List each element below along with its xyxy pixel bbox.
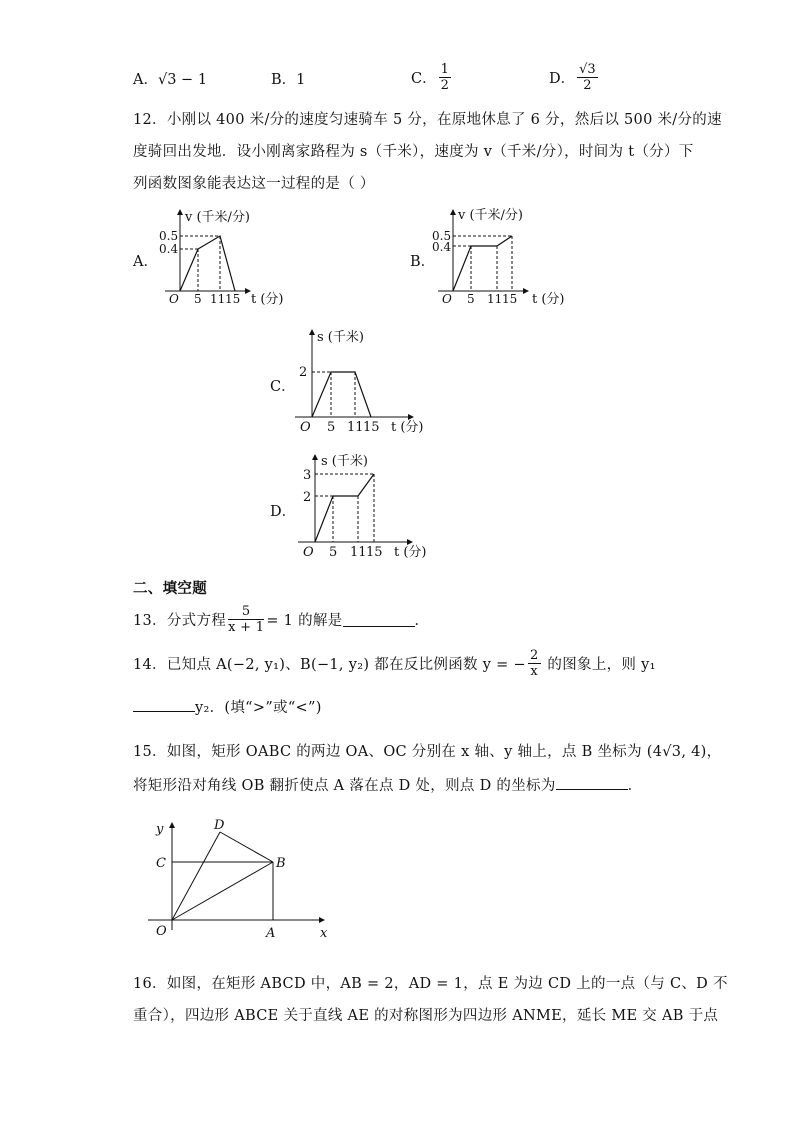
x-tick: 5 [194, 292, 202, 305]
segment-od [172, 832, 220, 920]
denominator: x + 1 [228, 620, 265, 635]
graph-c-label: C． [270, 379, 296, 395]
option-label: C． [411, 71, 437, 87]
x-label: t (分) [251, 292, 284, 305]
q11-option-b [271, 68, 305, 89]
q14-line-1 [133, 648, 656, 679]
q15-line-1: 15．如图，矩形 OABC 的两边 OA、OC 分别在 x 轴、y 轴上，点 B 坐标为 (4√3, 4)， [133, 744, 722, 760]
graph-b [428, 205, 573, 305]
fig15-y-label: y [156, 822, 164, 837]
x-label: t (分) [391, 420, 424, 435]
q14-prefix: 14．已知点 A(−2, y₁)、B(−1, y₂) 都在反比例函数 y = − [133, 657, 526, 673]
denominator: x [530, 664, 539, 679]
x-tick: 5 [327, 420, 336, 435]
fraction [528, 648, 541, 679]
q13-end: ． [414, 613, 430, 629]
numerator: 2 [529, 648, 539, 663]
x-tick: 5 [329, 545, 338, 560]
x-label: t (分) [532, 292, 565, 305]
y-tick: 0.4 [432, 240, 452, 254]
graph-line [312, 372, 371, 417]
graph-line [453, 236, 512, 291]
x-label: t (分) [394, 545, 427, 560]
q14-line-2-text: y₂．(填“>”或“<”) [195, 700, 322, 716]
y-label: v (千米/分) [185, 210, 251, 225]
denominator: 2 [583, 78, 592, 93]
option-label: A． [133, 72, 158, 88]
graph-line [315, 474, 374, 542]
fraction [577, 62, 598, 93]
fig15-point-a: A [266, 926, 276, 941]
x-tick: 11 [347, 420, 364, 435]
y-tick: 3 [303, 468, 312, 483]
fig15-point-c: C [156, 856, 166, 871]
fig15-diagram [140, 815, 340, 945]
origin-label: O [442, 292, 452, 305]
y-tick: 0.5 [159, 229, 179, 243]
numerator: √3 [579, 62, 596, 77]
fig15-point-b: B [276, 856, 286, 871]
option-label: D． [549, 71, 576, 87]
x-tick: 15 [502, 292, 518, 305]
x-tick: 11 [210, 292, 226, 305]
section-title: 二、填空题 [133, 581, 207, 597]
q13-suffix: = 1 的解是 [266, 613, 343, 629]
origin-label: O [303, 545, 314, 560]
option-label: B． [271, 72, 297, 88]
segment-ob [172, 862, 273, 920]
y-tick: 2 [303, 490, 312, 505]
answer-blank[interactable] [133, 697, 195, 712]
q16-line-2: 重合），四边形 ABCE 关于直线 AE 的对称图形为四边形 ANME，延长 ME 交 AB 于点 [133, 1008, 719, 1024]
fig15-point-o: O [156, 924, 167, 939]
q12-line-3: 列函数图象能表达这一过程的是（ ） [133, 176, 375, 192]
q16-line-1: 16．如图，在矩形 ABCD 中，AB = 2，AD = 1，点 E 为边 CD 上的一点（与 C、D 不 [133, 976, 728, 992]
graph-b-label: B． [410, 254, 436, 270]
q15-end: ． [627, 778, 643, 794]
fraction [439, 62, 451, 93]
segment-db [220, 832, 273, 862]
graph-d [290, 450, 440, 562]
x-tick: 15 [366, 545, 383, 560]
fig15-point-d: D [214, 818, 225, 833]
y-tick: 0.4 [159, 242, 179, 256]
y-label: v (千米/分) [458, 208, 524, 223]
q13-prefix: 13．分式方程 [133, 613, 227, 629]
x-tick: 11 [487, 292, 503, 305]
graph-c [285, 325, 435, 437]
graph-d-label: D． [270, 504, 297, 520]
x-tick: 5 [467, 292, 475, 305]
q12-line-2: 度骑回出发地．设小刚离家路程为 s（千米），速度为 v（千米/分），时间为 t（分）下 [133, 144, 694, 160]
option-value: 1 [296, 72, 306, 88]
q14-line-2 [133, 696, 322, 717]
graph-line [180, 236, 235, 291]
y-tick: 0.5 [432, 229, 452, 243]
q15-line-2 [133, 774, 642, 795]
x-tick: 11 [350, 545, 367, 560]
q13 [133, 604, 429, 635]
q15-line-2-text: 将矩形沿对角线 OB 翻折使点 A 落在点 D 处，则点 D 的坐标为 [133, 778, 556, 794]
fraction [228, 604, 264, 635]
x-tick: 15 [363, 420, 380, 435]
q11-option-d [549, 62, 600, 93]
y-label: s (千米) [317, 330, 364, 345]
answer-blank[interactable] [343, 612, 415, 627]
graph-a-label: A． [133, 254, 158, 270]
graph-a [155, 205, 295, 305]
fig15-x-label: x [320, 926, 328, 941]
y-label: s (千米) [321, 454, 368, 469]
origin-label: O [300, 420, 311, 435]
y-tick: 2 [299, 365, 308, 380]
origin-label: O [169, 292, 179, 305]
denominator: 2 [440, 78, 449, 93]
q14-suffix: 的图象上，则 y₁ [542, 657, 656, 673]
q12-line-1: 12．小刚以 400 米/分的速度匀速骑车 5 分，在原地休息了 6 分，然后以 500 米/分的速 [133, 112, 722, 128]
answer-blank[interactable] [556, 775, 628, 790]
q11-option-a [133, 68, 207, 89]
option-value: √3 − 1 [157, 72, 208, 88]
q11-option-c [411, 62, 453, 93]
x-tick: 15 [225, 292, 241, 305]
numerator: 1 [440, 62, 449, 77]
numerator: 5 [228, 604, 264, 620]
